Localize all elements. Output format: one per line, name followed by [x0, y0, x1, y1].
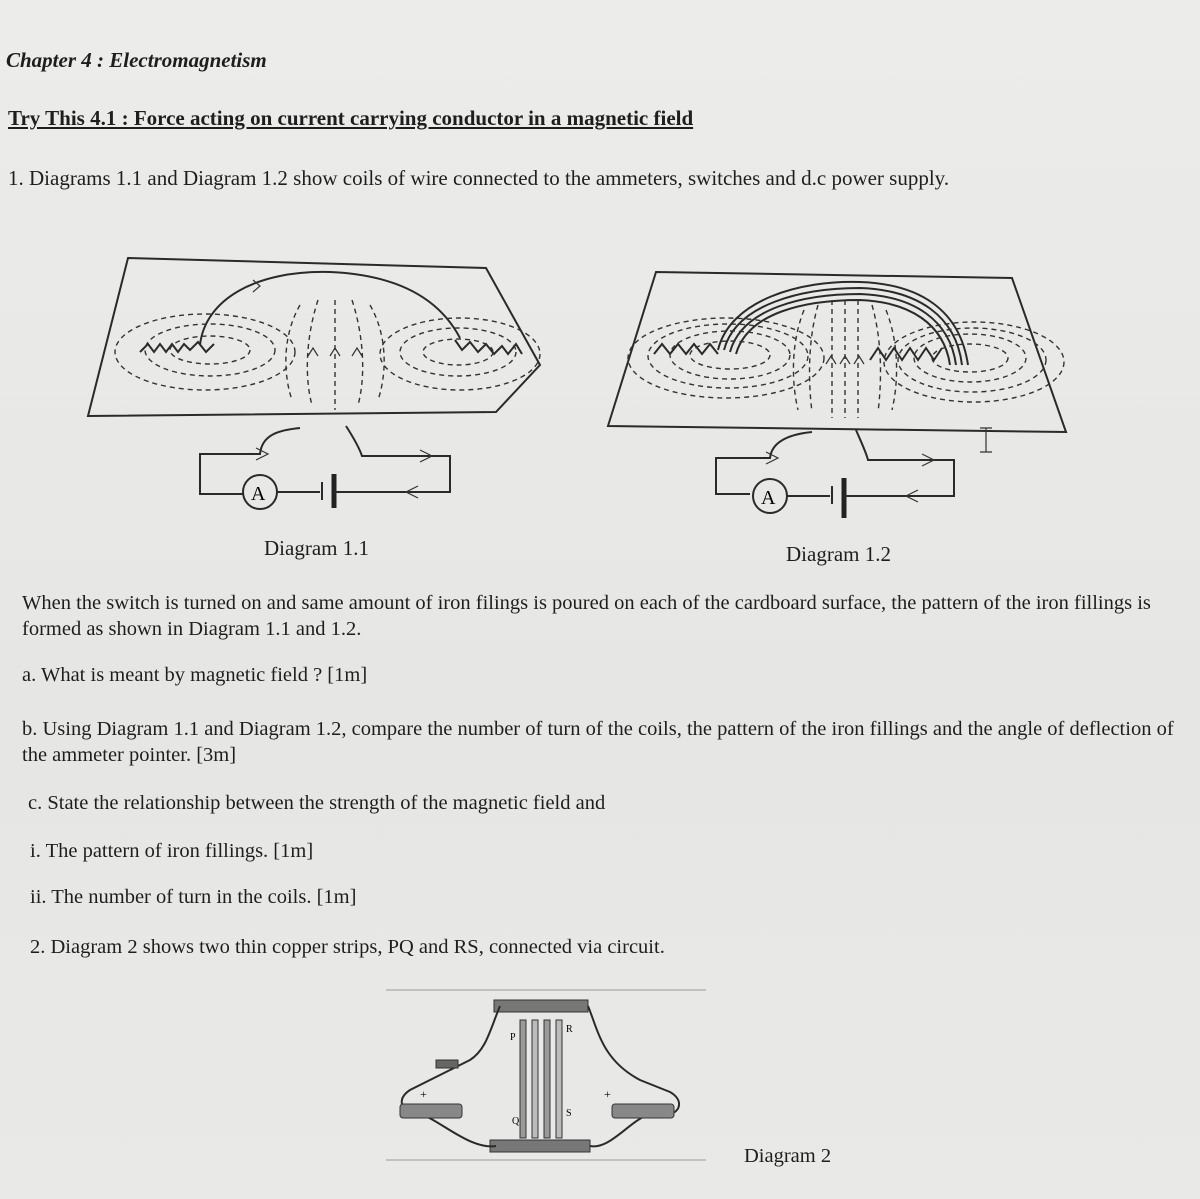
strip-label-s: S: [566, 1108, 572, 1119]
question-c-ii: ii. The number of turn in the coils. [1m]: [30, 886, 357, 908]
strip-label-p: P: [510, 1032, 516, 1043]
question-a: a. What is meant by magnetic field ? [1m]: [22, 664, 368, 686]
question-c-i: i. The pattern of iron fillings. [1m]: [30, 840, 314, 862]
diagram-1-2-caption: Diagram 1.2: [786, 542, 891, 566]
chapter-title: Chapter 4 : Electromagnetism: [6, 48, 267, 72]
battery-plus-left: +: [420, 1087, 427, 1101]
battery-plus-right: +: [604, 1087, 611, 1101]
section-title: Try This 4.1 : Force acting on current carrying conductor in a magnetic field: [8, 106, 694, 130]
diagram-2-caption: Diagram 2: [744, 1145, 832, 1167]
question-b: b. Using Diagram 1.1 and Diagram 1.2, compare the number of turn of the coils, the pattern of the iron fillings and the angle of deflection of the ammeter pointer. [3m]: [22, 718, 1174, 766]
question-1-text: 1. Diagrams 1.1 and Diagram 1.2 show coils of wire connected to the ammeters, switches and d.c power supply.: [8, 166, 950, 190]
strip-label-r: R: [566, 1024, 573, 1035]
instruction-paragraph: When the switch is turned on and same amount of iron filings is poured on each of the cardboard surface, the pattern of the iron fillings is formed as shown in Diagram 1.1 and 1.2.: [22, 592, 1151, 640]
diagram-1-1-caption: Diagram 1.1: [264, 536, 369, 560]
diagram-1-2-ammeter-label: A: [761, 487, 776, 509]
diagram-1-1-ammeter-label: A: [251, 483, 266, 505]
strip-label-q: Q: [512, 1116, 520, 1127]
question-c: c. State the relationship between the strength of the magnetic field and: [28, 792, 606, 814]
question-2-text: 2. Diagram 2 shows two thin copper strips, PQ and RS, connected via circuit.: [30, 936, 665, 958]
